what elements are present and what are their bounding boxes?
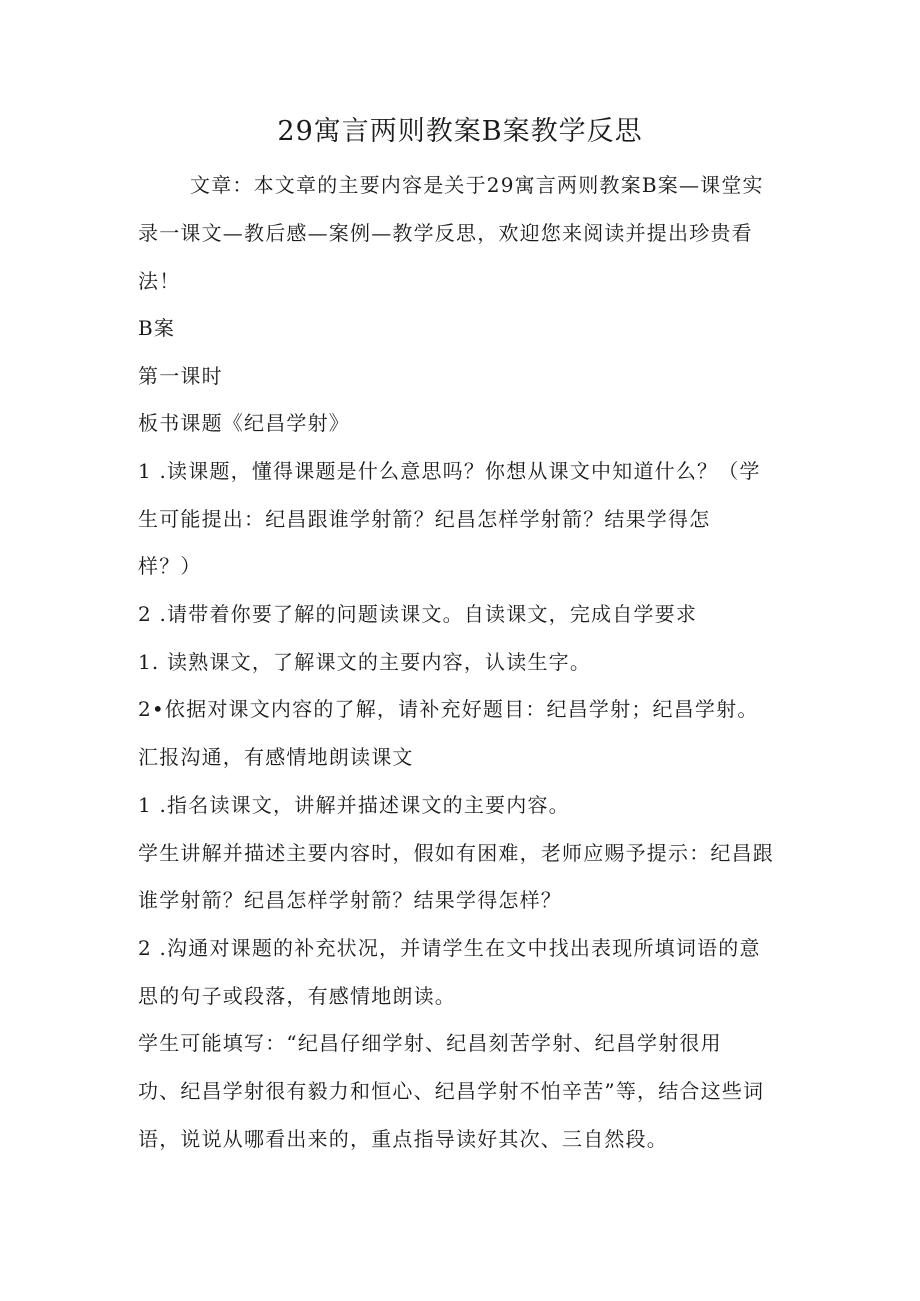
- document-title: 29寓言两则教案B案教学反思: [277, 116, 643, 147]
- section-heading: 第一课时: [138, 364, 223, 388]
- paragraph-line: 1 .读课题，懂得课题是什么意思吗？你想从课文中知道什么？（学: [138, 459, 761, 483]
- section-heading: B案: [138, 316, 176, 340]
- paragraph-line: 1. 读熟课文，了解课文的主要内容，认读生字。: [138, 650, 592, 674]
- paragraph-line: 生可能提出：纪昌跟谁学射箭？纪昌怎样学射箭？结果学得怎: [138, 507, 711, 531]
- paragraph-line: 谁学射箭？纪昌怎样学射箭？结果学得怎样？: [138, 888, 562, 912]
- paragraph-line: 2 .请带着你要了解的问题读课文。自读课文，完成自学要求: [138, 602, 698, 626]
- paragraph-line: 录一课文—教后感—案例—教学反思，欢迎您来阅读并提出珍贵看: [138, 221, 753, 245]
- paragraph-line: 1 .指名读课文，讲解并描述课文的主要内容。: [138, 793, 570, 817]
- paragraph-line: 思的句子或段落，有感情地朗读。: [138, 984, 456, 1008]
- paragraph-line: 板书课题《纪昌学射》: [138, 411, 350, 435]
- paragraph-line: 2•依据对课文内容的了解，请补充好题目：纪昌学射；纪昌学射。: [138, 697, 759, 721]
- paragraph-line: 学生可能填写：“纪昌仔细学射、纪昌刻苦学射、纪昌学射很用: [138, 1031, 722, 1055]
- paragraph-line: 语，说说从哪看出来的，重点指导读好其次、三自然段。: [138, 1127, 668, 1151]
- paragraph-line: 功、纪昌学射很有毅力和恒心、纪昌学射不怕辛苦”等，结合这些词: [138, 1079, 765, 1103]
- paragraph-line: 文章：本文章的主要内容是关于29寓言两则教案B案—课堂实: [190, 173, 764, 197]
- paragraph-line: 样？）: [138, 554, 202, 578]
- paragraph-line: 汇报沟通，有感情地朗读课文: [138, 745, 414, 769]
- paragraph-line: 学生讲解并描述主要内容时，假如有困难，老师应赐予提示：纪昌跟: [138, 841, 774, 865]
- paragraph-line: 法！: [138, 269, 181, 293]
- paragraph-line: 2 .沟通对课题的补充状况，并请学生在文中找出表现所填词语的意: [138, 936, 761, 960]
